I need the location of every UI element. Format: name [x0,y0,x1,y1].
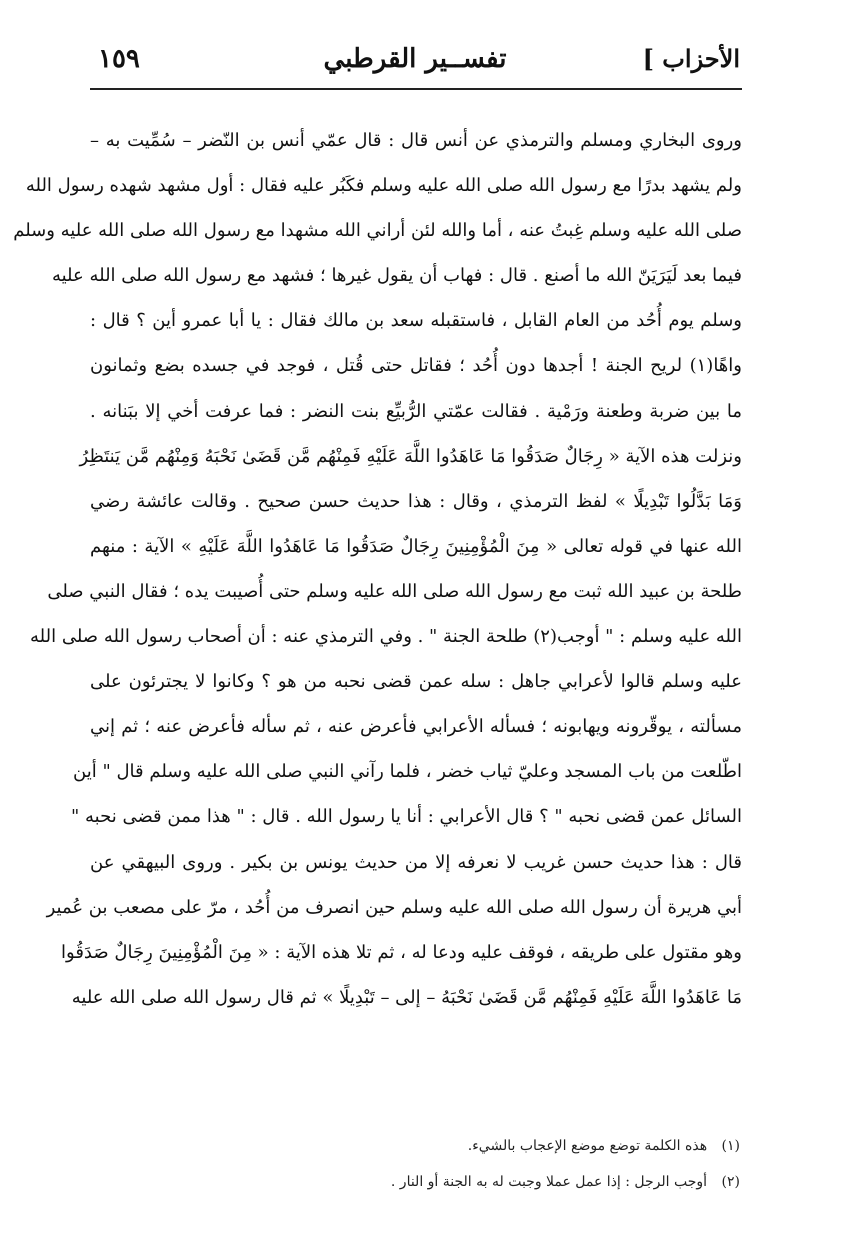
text-line: السائل عمن قضى نحبه " ؟ قال الأعرابي : أنا يا رسول الله . قال : " هذا ممن قضى نحبه " [71,806,742,828]
text-line: ونزلت هذه الآية « رِجَالٌ صَدَقُوا مَا عَاهَدُوا اللَّهَ عَلَيْهِ فَمِنْهُم مَّن قَضَىٰ نَحْبَهُ وَمِنْهُم مَّن يَنتَظِرُ [79,445,742,467]
header-rule [90,88,742,90]
text-line: وهو مقتول على طريقه ، فوقف عليه ودعا له ، ثم تلا هذه الآية : « مِنَ الْمُؤْمِنِينَ رِجَالٌ صَدَقُوا [61,941,742,963]
text-line: ولم يشهد بدرًا مع رسول الله صلى الله عليه وسلم فكَبُر عليه فقال : أول مشهد شهده رسول الله [25,175,742,197]
footnote [100,1128,740,1164]
footnote-text: أوجب الرجل : إذا عمل عملا وجبت له به الجنة أو النار . [390,1174,708,1190]
text-line: مسألته ، يوقّرونه ويهابونه ؛ فسأله الأعرابي فأعرض عنه ، ثم سأله فأعرض عنه ؛ ثم إني [90,716,742,738]
footnote-text: هذه الكلمة توضع موضع الإعجاب بالشيء. [467,1138,708,1154]
book-title: تفســير القرطبي [323,44,507,74]
text-line: الله عنها في قوله تعالى « مِنَ الْمُؤْمِنِينَ رِجَالٌ صَدَقُوا مَا عَاهَدُوا اللَّهَ عَلَيْهِ » الآية : منهم [90,535,742,557]
text-line: قال : هذا حديث حسن غريب لا نعرفه إلا من حديث يونس بن بكير . وروى البيهقي عن [90,851,742,873]
text-line: وروى البخاري ومسلم والترمذي عن أنس قال : قال عمّي أنس بن النّضر – سُمِّيت به – [90,130,742,151]
page-header [90,38,740,86]
text-line: صلى الله عليه وسلم غِبتُ عنه ، أما والله لئن أراني الله مشهدا مع رسول الله صلى الله عليه وسلم [13,220,742,242]
text-line: مَا عَاهَدُوا اللَّهَ عَلَيْهِ فَمِنْهُم مَّن قَضَىٰ نَحْبَهُ – إلى – تَبْدِيلًا » ثم قال رسول الله صلى الله عليه [71,986,742,1008]
footnote-number: (١) [721,1138,740,1154]
text-line: فيما بعد لَيَرَيَنّ الله ما أصنع . قال : فهاب أن يقول غيرها ؛ فشهد مع رسول الله صلى الله عليه [51,265,742,287]
text-line: وَمَا بَدَّلُوا تَبْدِيلًا » لفظ الترمذي ، وقال : هذا حديث حسن صحيح . وقالت عائشة رضي [90,490,742,512]
text-line: وسلم يوم أُحُد من العام القابل ، فاستقبله سعد بن مالك فقال : يا أبا عمرو أين ؟ قال : [90,310,742,332]
footnote [100,1164,740,1200]
text-line: ما بين ضربة وطعنة ورَمْية . فقالت عمّتي الرُّبيِّع بنت النضر : فما عرفت أخي إلا ببَنانه . [90,400,742,422]
main-text [13,118,742,1020]
footnote-number: (٢) [721,1174,740,1190]
text-line: عليه وسلم قالوا لأعرابي جاهل : سله عمن قضى نحبه من هو ؟ وكانوا لا يجترئون على [90,671,742,693]
footnotes [100,1128,740,1200]
text-line: أبي هريرة أن رسول الله صلى الله عليه وسلم حين انصرف من أُحُد ، مرّ على مصعب بن عُمير [46,896,742,918]
text-line: طلحة بن عبيد الله ثبت مع رسول الله صلى الله عليه وسلم حتى أُصيبت يده ؛ فقال النبي صلى [47,580,742,602]
text-line: اطّلعت من باب المسجد وعليّ ثياب خضر ، فلما رآني النبي صلى الله عليه وسلم قال " أين [73,761,742,783]
page-number: ١٥٩ [98,44,140,74]
text-line: الله عليه وسلم : " أوجب(٢) طلحة الجنة " . وفي الترمذي عنه : أن أصحاب رسول الله صلى الله [30,626,742,648]
section-title: الأحزاب ] [642,44,740,73]
text-line: واهًا(١) لريح الجنة ! أجدها دون أُحُد ؛ فقاتل حتى قُتل ، فوجد في جسده بضع وثمانون [90,355,742,377]
